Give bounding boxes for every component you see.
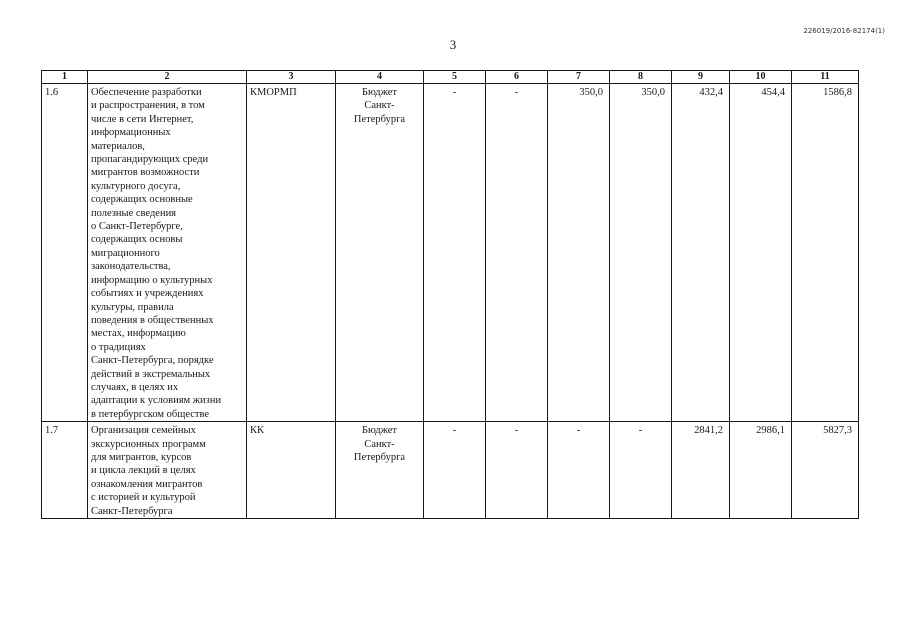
column-header: 11 — [792, 71, 859, 84]
cell-col6: - — [486, 422, 548, 519]
cell-col5: - — [424, 422, 486, 519]
column-header: 2 — [88, 71, 247, 84]
item-funding-source — [336, 422, 424, 519]
cell-col11: 5827,3 — [792, 422, 859, 519]
column-header: 6 — [486, 71, 548, 84]
item-funding-source-text: Бюджет Санкт- Петербурга — [353, 425, 406, 463]
column-header: 4 — [336, 71, 424, 84]
cell-col8: 350,0 — [610, 84, 672, 422]
item-description — [88, 84, 247, 422]
column-header: 10 — [730, 71, 792, 84]
item-executor: КМОРМП — [247, 84, 336, 422]
cell-col7: 350,0 — [548, 84, 610, 422]
column-header: 1 — [42, 71, 88, 84]
cell-col6: - — [486, 84, 548, 422]
item-description — [88, 422, 247, 519]
cell-col5: - — [424, 84, 486, 422]
cell-col7: - — [548, 422, 610, 519]
item-description-text: Обеспечение разработки и распространения, в том числе в сети Интернет, информационных материалов, пропагандирующих среди мигрантов возможности культурного досуга, содержащих основные полезные сведения о Санкт-Петербурге, содержащих основы миграционного законодательства, информацию о культурных событиях и учреждениях культуры, правила поведения в общественных местах, информацию о традициях Санкт-Петербурга, порядке действий в экстремальных случаях, в целях их адаптации к условиям жизни в петербургском обществе — [91, 87, 222, 420]
item-number: 1.6 — [42, 84, 88, 422]
item-executor: КК — [247, 422, 336, 519]
column-header: 5 — [424, 71, 486, 84]
cell-col9: 432,4 — [672, 84, 730, 422]
cell-col8: - — [610, 422, 672, 519]
table-row — [42, 84, 859, 422]
budget-table — [41, 70, 859, 519]
table-header-row — [42, 71, 859, 84]
item-funding-source-text: Бюджет Санкт- Петербурга — [353, 87, 406, 125]
column-header: 9 — [672, 71, 730, 84]
cell-col10: 2986,1 — [730, 422, 792, 519]
cell-col11: 1586,8 — [792, 84, 859, 422]
column-header: 8 — [610, 71, 672, 84]
page-number: 3 — [449, 37, 457, 52]
cell-col9: 2841,2 — [672, 422, 730, 519]
table-row — [42, 422, 859, 519]
cell-col10: 454,4 — [730, 84, 792, 422]
column-header: 3 — [247, 71, 336, 84]
item-description-text: Организация семейных экскурсионных программ для мигрантов, курсов и цикла лекций в целях ознакомления мигрантов с историей и культурой Санкт-Петербурга — [91, 425, 206, 517]
document-id: 226019/2016-82174(1) — [803, 27, 885, 35]
item-funding-source — [336, 84, 424, 422]
item-number: 1.7 — [42, 422, 88, 519]
column-header: 7 — [548, 71, 610, 84]
